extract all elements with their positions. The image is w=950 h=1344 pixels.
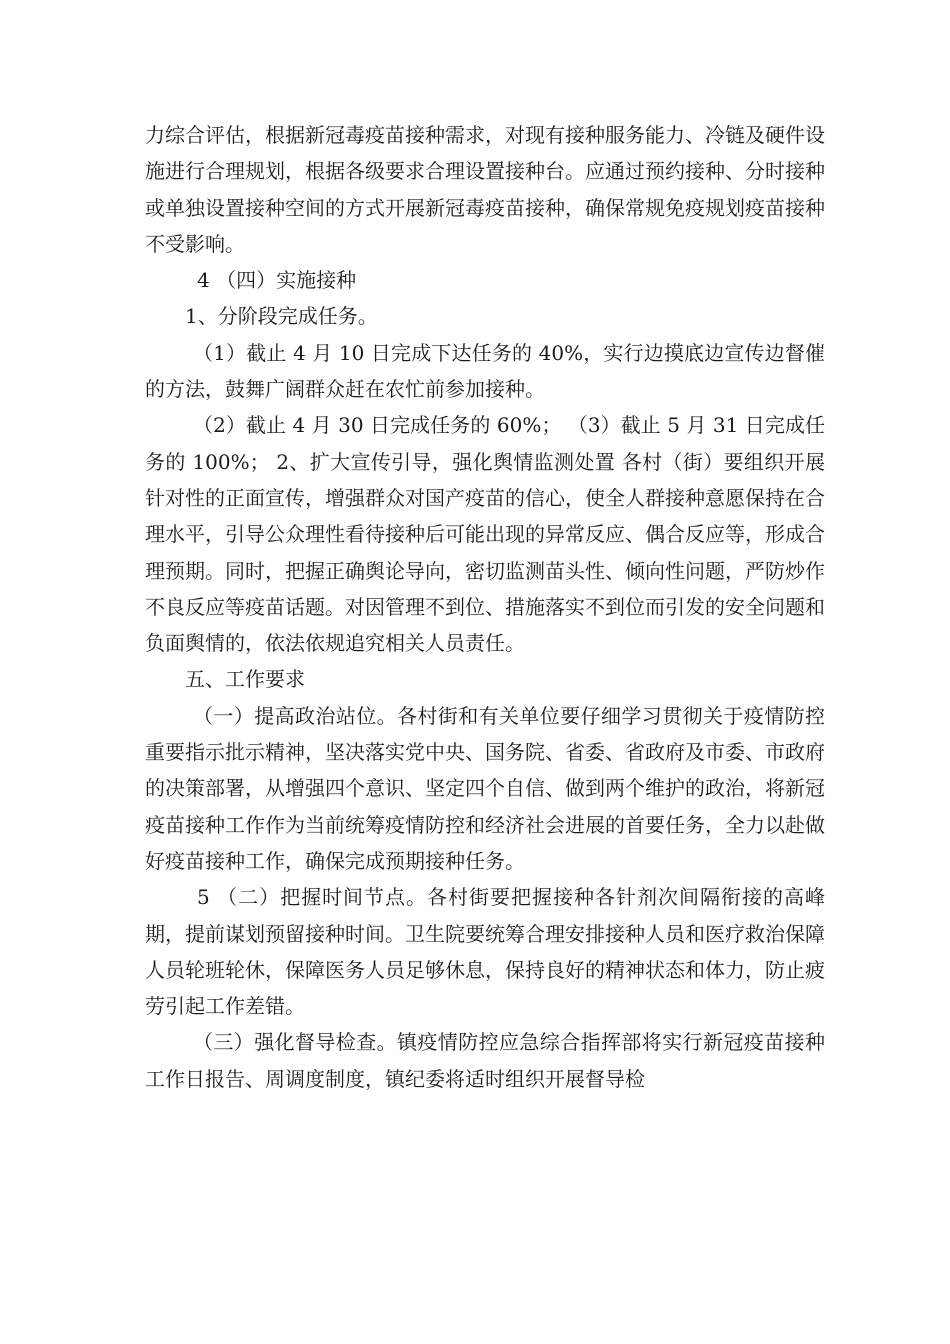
heading-phased-tasks: 1、分阶段完成任务。 [185,304,378,329]
paragraph-time-nodes: 5 （二）把握时间节点。各村街要把握接种各针剂次间隔衔接的高峰期，提前谋划预留接种时间。卫生院要统筹合理安排接种人员和医疗救治保障人员轮班轮休，保障医务人员足够休息，保持良好的精神状态和体力，防止疲劳引起工作差错。 [145,885,825,1019]
paragraph-phase-two-publicity: （2）截止 4 月 30 日完成任务的 60%； （3）截止 5 月 31 日完成任务的 100%； 2、扩大宣传引导，强化舆情监测处置 各村（街）要组织开展针对性的正面宣传，增强群众对国产疫苗的信心，使全人群接种意愿保持在合理水平，引导公众理性看待接种后可能出现的异常反应、偶合反应等，形成合理预期。同时，把握正确舆论导向，密切监测苗头性、倾向性问题，严防炒作不良反应等疫苗话题。对因管理不到位、措施落实不到位而引发的安全问题和负面舆情的，依法依规追究相关人员责任。 [145,413,825,656]
heading-work-requirements: 五、工作要求 [185,667,305,692]
paragraph-phase-one: （1）截止 4 月 10 日完成下达任务的 40%，实行边摸底边宣传边督催的方法，鼓舞广阔群众赶在农忙前参加接种。 [145,340,825,402]
paragraph-vaccination-planning: 力综合评估，根据新冠毒疫苗接种需求，对现有接种服务能力、冷链及硬件设施进行合理规划，根据各级要求合理设置接种台。应通过预约接种、分时接种或单独设置接种空间的方式开展新冠毒疫苗接种，确保常规免疫规划疫苗接种不受影响。 [145,123,825,256]
paragraph-political-stance: （一）提高政治站位。各村街和有关单位要仔细学习贯彻关于疫情防控重要指示批示精神，坚决落实党中央、国务院、省委、省政府及市委、市政府的决策部署，从增强四个意识、坚定四个自信、做到两个维护的政治，将新冠疫苗接种工作作为当前统筹疫情防控和经济社会进展的首要任务，全力以赴做好疫苗接种工作，确保完成预期接种任务。 [145,703,825,873]
document-body [145,117,825,1097]
heading-implement-vaccination: 4 （四）实施接种 [197,268,357,293]
paragraph-supervision: （三）强化督导检查。镇疫情防控应急综合指挥部将实行新冠疫苗接种工作日报告、周调度制度，镇纪委将适时组织开展督导检 [145,1030,825,1091]
